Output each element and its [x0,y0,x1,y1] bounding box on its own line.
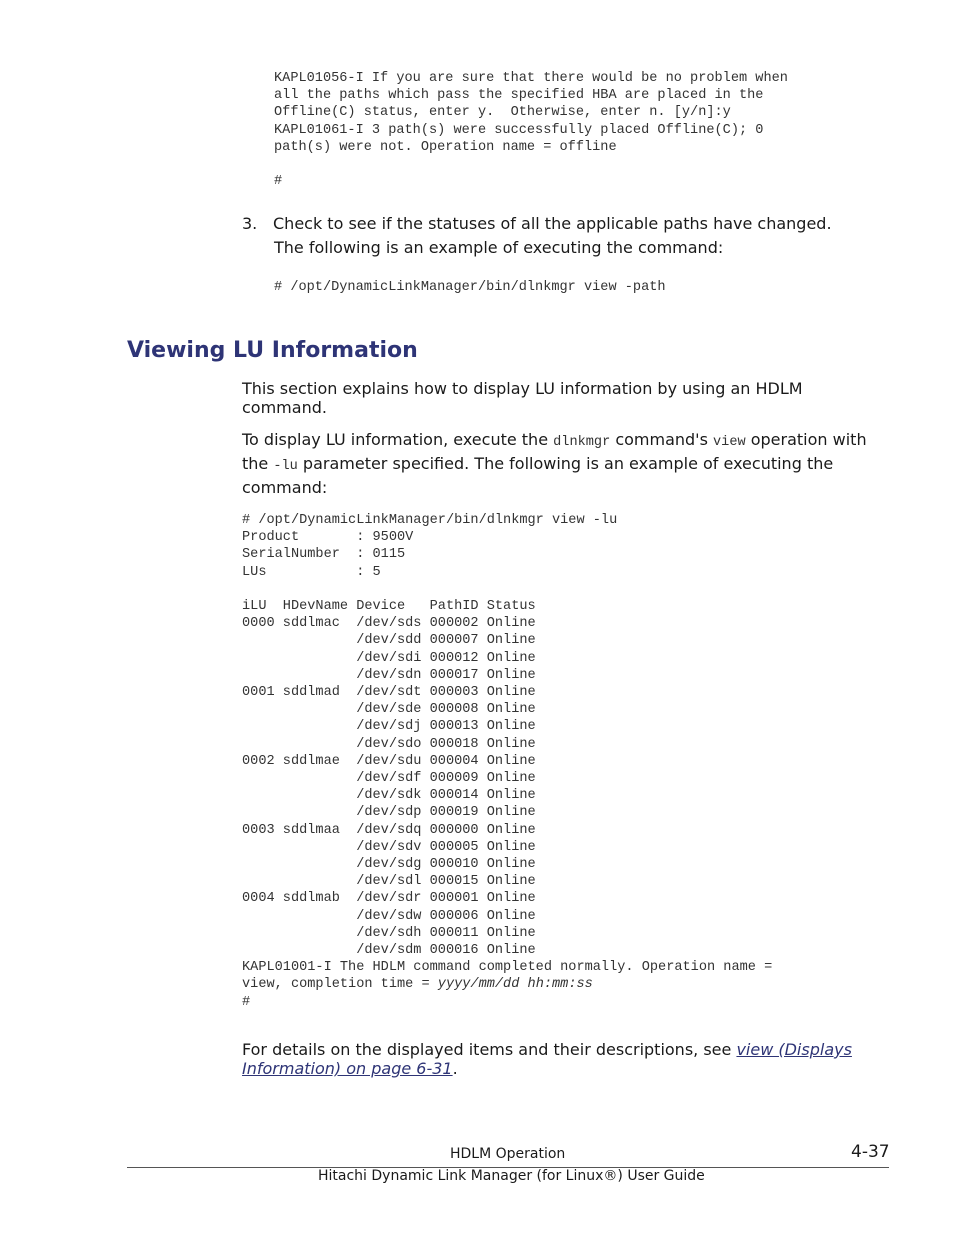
output-line: path(s) were not. Operation name = offline [274,139,617,155]
output-line: /dev/sdi 000012 Online [356,650,536,666]
output-line: /dev/sdp 000019 Online [356,805,536,821]
output-line: 0002 sddlmae /dev/sdu 000004 Online [242,753,536,769]
output-line: /dev/sdn 000017 Online [356,667,536,683]
output-line: /dev/sdo 000018 Online [356,736,536,752]
output-line: 0004 sddlmab /dev/sdr 000001 Online [242,891,536,907]
view-path-command: # /opt/DynamicLinkManager/bin/dlnkmgr view -path [274,280,666,295]
step-number: 3. [242,214,258,233]
output-line: /dev/sdv 000005 Online [356,839,536,855]
section-heading: Viewing LU Information [127,338,418,363]
output-line: /dev/sdm 000016 Online [356,943,536,959]
output-line: Offline(C) status, enter y. Otherwise, enter n. [y/n]:y [274,105,731,121]
output-line: /dev/sdl 000015 Online [356,874,536,890]
footer-doc-title: Hitachi Dynamic Link Manager (for Linux®) User Guide [318,1168,705,1184]
output-line: 0003 sddlmaa /dev/sdq 000000 Online [242,822,536,838]
output-line: LUs : 5 [242,564,381,580]
output-line: iLU HDevName Device PathID Status [242,599,536,615]
step-text: Check to see if the statuses of all the applicable paths have changed. [273,214,832,233]
details-paragraph: For details on the displayed items and their descriptions, see view (Displays Information) on page 6-31. [242,1040,852,1078]
end-prompt: # [242,994,251,1010]
output-line: all the paths which pass the specified HBA are placed in the [274,88,764,104]
output-line: /dev/sde 000008 Online [356,702,536,718]
intro-paragraph: This section explains how to display LU information by using an HDLM command. [242,379,803,417]
output-line: # /opt/DynamicLinkManager/bin/dlnkmgr view -lu [242,513,618,528]
output-line: /dev/sdw 000006 Online [356,908,536,924]
shell-prompt: # [274,174,283,189]
output-line: /dev/sdg 000010 Online [356,857,536,873]
output-line: 0000 sddlmac /dev/sds 000002 Online [242,616,536,632]
output-line: Product : 9500V [242,530,414,546]
inline-code-view: view [713,435,746,450]
output-line: /dev/sdh 000011 Online [356,925,536,941]
inline-code-lu: -lu [273,459,298,474]
view-reference-link[interactable]: view (Displays Information) on page 6-31 [242,1040,852,1078]
output-line: KAPL01056-I If you are sure that there would be no problem when [274,71,788,86]
output-line: /dev/sdf 000009 Online [356,771,536,787]
view-lu-output: # /opt/DynamicLinkManager/bin/dlnkmgr view -lu Product : 9500V SerialNumber : 0115 LUs : 5 iLU HDevName Device PathID Status 0000 sddlmac /dev/sds 000002 Online /dev/sdd 000007 Online /dev/sdi 000012 Online /dev/sdn 000017 Online 0001 sddlmad /dev/sdt 000003 Online /dev/sde 000008 Online /dev/sdj 000013 Online /dev/sdo 000018 Online 0002 sddlmae /dev/sdu 000004 Online /dev/sdf 000009 Online /dev/sdk 000014 Online /dev/sdp 000019 Online 0003 sddlmaa /dev/sdq 000000 Online /dev/sdv 000005 Online /dev/sdg 000010 Online /dev/sdl 000015 Online 0004 sddlmab /dev/sdr 000001 Online /dev/sdw 000006 Online /dev/sdh 000011 Online /dev/sdm 000016 Online KAPL01001-I The HDLM command completed normally. Operation name = view, completion time = yyyy/mm/dd hh:mm:ss # [242,513,773,1010]
output-line: /dev/sdd 000007 Online [356,633,536,649]
top-command-output [274,70,788,156]
inline-code-dlnkmgr: dlnkmgr [553,435,611,450]
completion-time-format: yyyy/mm/dd hh:mm:ss [437,977,593,993]
step-subtext: The following is an example of executing the command: [274,238,724,257]
output-line: SerialNumber : 0115 [242,547,406,563]
instruction-paragraph: To display LU information, execute the dlnkmgr command's view operation with the -lu parameter specified. The following is an example of executing the command: [242,430,867,497]
output-line: 0001 sddlmad /dev/sdt 000003 Online [242,685,536,701]
footer-section-name: HDLM Operation [450,1146,566,1162]
page-number: 4-37 [851,1142,890,1162]
output-line: KAPL01001-I The HDLM command completed normally. Operation name = [242,960,773,976]
output-line: /dev/sdk 000014 Online [356,788,536,804]
output-line: /dev/sdj 000013 Online [356,719,536,735]
output-line: KAPL01061-I 3 path(s) were successfully placed Offline(C); 0 [274,122,764,138]
